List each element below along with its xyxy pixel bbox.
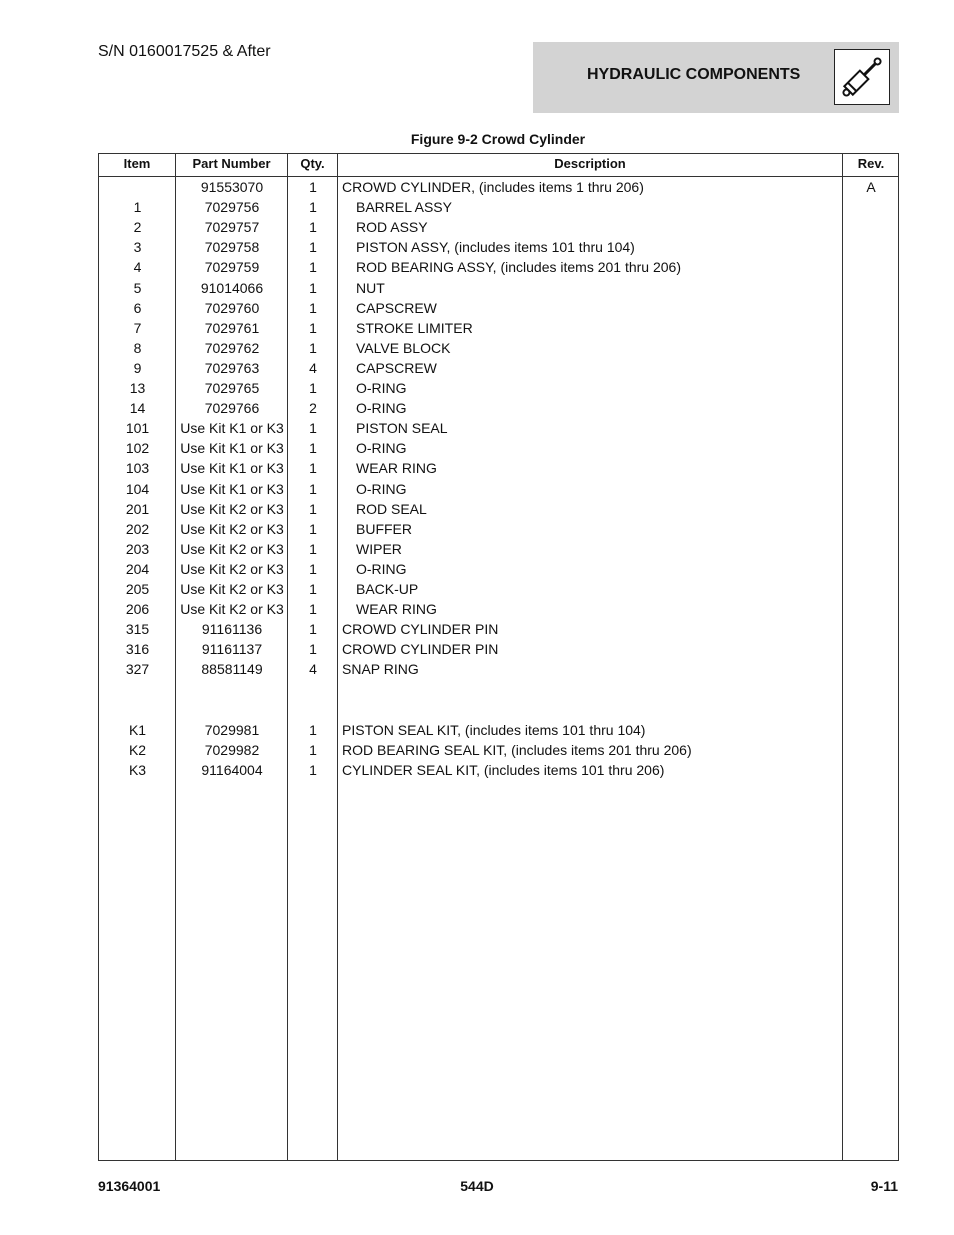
cell-description: PISTON SEAL KIT, (includes items 101 thru 104) (342, 721, 646, 738)
cell-description: CROWD CYLINDER PIN (342, 641, 499, 658)
cell-description: CAPSCREW (356, 359, 437, 376)
table-row (99, 479, 898, 499)
parts-table (98, 153, 899, 1161)
section-title: HYDRAULIC COMPONENTS (587, 66, 801, 83)
table-row (99, 358, 898, 378)
cell-item: 3 (133, 239, 142, 256)
cell-item: 201 (125, 500, 150, 517)
header-qty: Qty. (300, 156, 325, 171)
table-row (99, 438, 898, 458)
cell-description: BACK-UP (356, 581, 419, 597)
cell-part-number: 91553070 (200, 179, 264, 195)
header-rev: Rev. (857, 156, 885, 171)
cell-qty: 4 (309, 359, 317, 376)
cell-description: VALVE BLOCK (356, 339, 451, 356)
cell-part-number: Use Kit K2 or K3 (180, 581, 284, 597)
cell-part-number: 7029762 (204, 339, 260, 356)
cell-item: 13 (129, 380, 146, 396)
table-row (99, 257, 898, 277)
cell-item: 6 (133, 299, 142, 316)
cell-item: 102 (125, 440, 150, 457)
cell-item: 4 (133, 259, 142, 276)
table-row (99, 700, 898, 720)
cell-qty: 1 (309, 219, 317, 236)
cell-item: 104 (125, 480, 150, 497)
cell-description: O-RING (356, 560, 407, 577)
cell-part-number: 7029982 (204, 741, 260, 758)
cell-item: 2 (133, 219, 142, 236)
cell-item: 103 (125, 460, 150, 477)
cell-part-number: 7029760 (204, 299, 260, 316)
cell-item: 327 (125, 661, 150, 678)
cell-description: PISTON SEAL (356, 420, 448, 437)
cell-part-number: 7029758 (204, 239, 260, 256)
cell-part-number: 91161137 (201, 641, 263, 658)
cell-item: 204 (125, 560, 150, 577)
table-row (99, 338, 898, 358)
cell-description: STROKE LIMITER (356, 319, 473, 336)
cell-part-number: Use Kit K1 or K3 (180, 460, 284, 477)
table-row (99, 298, 898, 318)
cell-part-number: 7029766 (204, 400, 260, 417)
cell-item: K1 (128, 721, 147, 738)
cell-qty: 1 (309, 641, 317, 658)
cell-part-number: 7029761 (204, 319, 260, 336)
cell-description: ROD BEARING SEAL KIT, (includes items 201 thru 206) (342, 741, 692, 758)
cell-description: BARREL ASSY (356, 199, 452, 216)
cell-qty: 1 (309, 380, 317, 396)
cell-qty: 1 (309, 621, 317, 638)
cell-qty: 4 (309, 661, 317, 678)
cell-qty: 1 (309, 199, 317, 216)
table-row (99, 519, 898, 539)
cell-qty: 1 (309, 420, 317, 437)
section-header (533, 42, 899, 113)
cell-item: 206 (125, 601, 150, 618)
cell-description: CROWD CYLINDER PIN (342, 621, 499, 638)
figure-title: Figure 9-2 Crowd Cylinder (410, 131, 586, 147)
cell-part-number: 88581149 (201, 661, 263, 678)
cell-description: WEAR RING (356, 460, 437, 477)
cell-part-number: 91161136 (201, 621, 263, 638)
cell-item: K2 (128, 741, 147, 758)
table-row (99, 177, 898, 197)
cell-part-number: Use Kit K2 or K3 (180, 520, 284, 537)
cell-rev: A (866, 179, 876, 195)
cell-item: K3 (128, 761, 147, 778)
cell-description: CYLINDER SEAL KIT, (includes items 101 thru 206) (342, 761, 665, 778)
cell-item: 14 (129, 400, 146, 417)
table-row (99, 639, 898, 659)
cell-item: 7 (133, 319, 142, 336)
cell-part-number: 7029759 (204, 259, 260, 276)
cell-item: 101 (125, 420, 150, 437)
cell-qty: 1 (309, 560, 317, 577)
cell-qty: 2 (309, 400, 317, 417)
header-item: Item (123, 156, 151, 171)
cell-qty: 1 (309, 460, 317, 477)
table-row (99, 458, 898, 478)
table-row (99, 197, 898, 217)
cell-description: WEAR RING (356, 601, 437, 618)
cell-qty: 1 (309, 259, 317, 276)
table-row (99, 720, 898, 740)
cell-description: ROD ASSY (356, 219, 428, 236)
cell-part-number: 7029756 (204, 199, 260, 216)
cell-part-number: 7029757 (204, 219, 260, 236)
serial-number: S/N 0160017525 & After (98, 43, 271, 60)
table-row (99, 680, 898, 700)
cell-qty: 1 (309, 520, 317, 537)
cell-description: WIPER (356, 540, 402, 557)
cell-qty: 1 (309, 540, 317, 557)
table-row (99, 619, 898, 639)
cell-part-number: 7029763 (204, 359, 260, 376)
table-row (99, 760, 898, 780)
cell-qty: 1 (309, 741, 317, 758)
cell-description: O-RING (356, 480, 407, 497)
cell-description: ROD BEARING ASSY, (includes items 201 thru 206) (356, 259, 681, 276)
cell-qty: 1 (309, 319, 317, 336)
table-row (99, 278, 898, 298)
table-row (99, 499, 898, 519)
cell-description: ROD SEAL (356, 500, 427, 517)
cell-description: NUT (356, 279, 385, 296)
cell-description: BUFFER (356, 520, 412, 537)
table-row (99, 740, 898, 760)
cell-part-number: Use Kit K2 or K3 (180, 601, 284, 618)
cell-description: CROWD CYLINDER, (includes items 1 thru 206) (342, 179, 644, 195)
cell-qty: 1 (309, 601, 317, 618)
cell-part-number: Use Kit K2 or K3 (180, 540, 284, 557)
table-row (99, 418, 898, 438)
table-row (99, 318, 898, 338)
cell-item: 316 (125, 641, 150, 658)
cell-qty: 1 (309, 239, 317, 256)
cell-qty: 1 (309, 279, 317, 296)
cell-item: 1 (133, 199, 142, 216)
cell-qty: 1 (309, 721, 317, 738)
table-row (99, 237, 898, 257)
cell-qty: 1 (309, 500, 317, 517)
cell-description: PISTON ASSY, (includes items 101 thru 104) (356, 239, 635, 256)
cell-part-number: 7029981 (204, 721, 260, 738)
cell-qty: 1 (309, 179, 317, 195)
cell-item: 9 (133, 359, 142, 376)
cell-part-number: Use Kit K1 or K3 (180, 440, 284, 457)
cell-qty: 1 (309, 581, 317, 597)
hydraulic-cylinder-icon (834, 49, 890, 105)
cell-part-number: 91014066 (200, 279, 264, 296)
cell-qty: 1 (309, 339, 317, 356)
cell-item: 203 (125, 540, 150, 557)
cell-item: 315 (125, 621, 150, 638)
table-row (99, 378, 898, 398)
cell-qty: 1 (309, 480, 317, 497)
footer-doc-number: 91364001 (98, 1178, 161, 1194)
cell-qty: 1 (309, 299, 317, 316)
cell-item: 8 (133, 339, 142, 356)
table-row (99, 659, 898, 679)
cell-part-number: Use Kit K1 or K3 (180, 480, 284, 497)
table-row (99, 579, 898, 599)
cell-item: 205 (125, 581, 150, 597)
table-row (99, 559, 898, 579)
cell-item: 5 (133, 279, 142, 296)
table-row (99, 398, 898, 418)
table-row (99, 599, 898, 619)
cell-part-number: Use Kit K2 or K3 (180, 560, 284, 577)
cell-description: O-RING (356, 440, 407, 457)
table-row (99, 217, 898, 237)
cell-part-number: Use Kit K1 or K3 (180, 420, 284, 437)
cell-qty: 1 (309, 440, 317, 457)
cell-description: SNAP RING (342, 661, 419, 678)
table-row (99, 539, 898, 559)
footer-model: 544D (460, 1178, 494, 1194)
cell-description: CAPSCREW (356, 299, 437, 316)
header-part-number: Part Number (192, 156, 271, 171)
cell-part-number: 91164004 (201, 761, 263, 778)
cell-part-number: 7029765 (204, 380, 260, 396)
cell-description: O-RING (356, 380, 407, 396)
cell-description: O-RING (356, 400, 407, 417)
cell-qty: 1 (309, 761, 317, 778)
cell-item: 202 (125, 520, 150, 537)
cell-part-number: Use Kit K2 or K3 (180, 500, 284, 517)
header-description: Description (554, 156, 626, 171)
footer-page-number: 9-11 (870, 1178, 898, 1194)
